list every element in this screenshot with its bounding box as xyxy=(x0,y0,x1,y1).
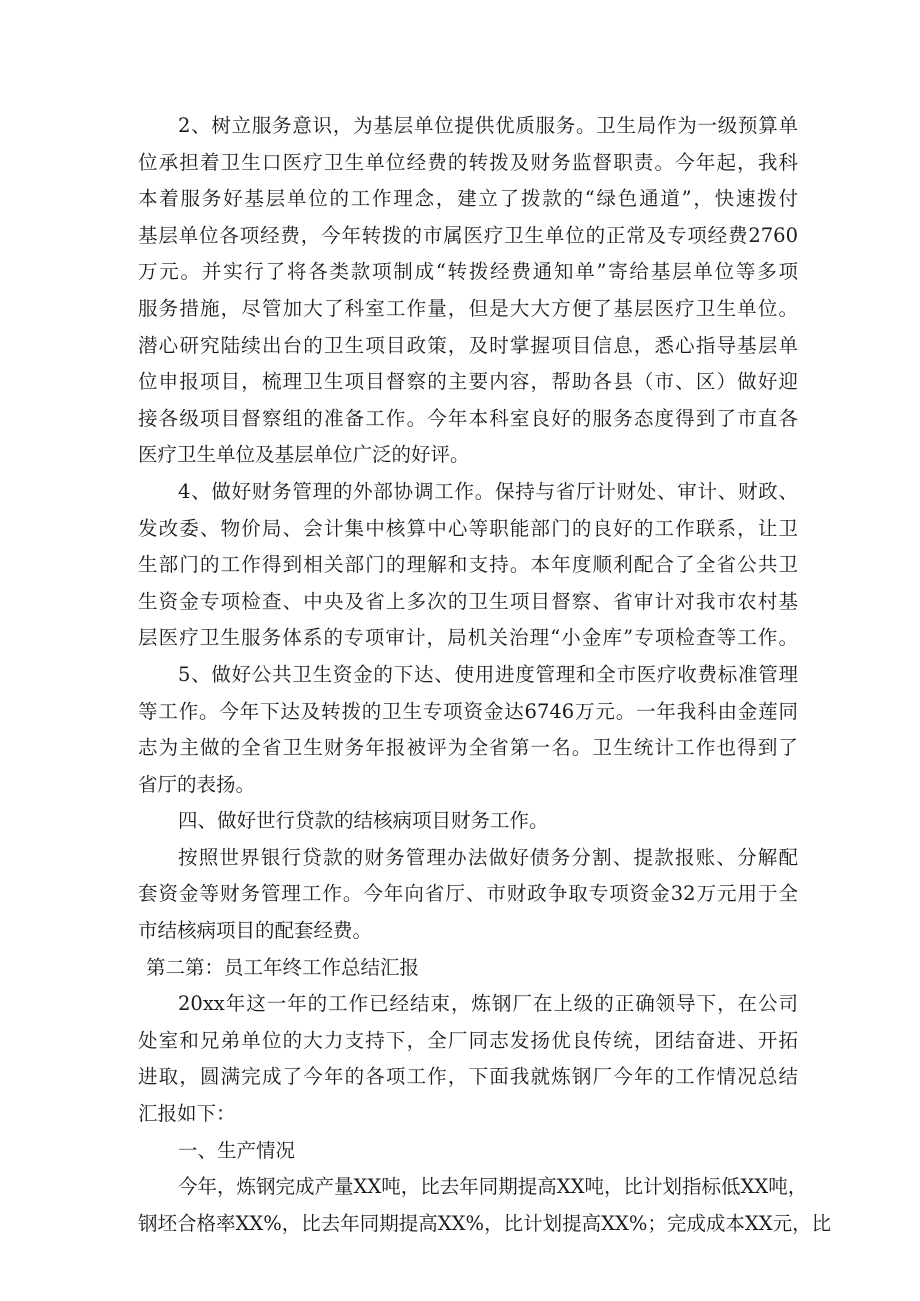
text-line: 位申报项目，梳理卫生项目督察的主要内容，帮助各县（市、区）做好迎 xyxy=(138,370,798,394)
text-line: 2、树立服务意识，为基层单位提供优质服务。卫生局作为一级预算单 xyxy=(178,114,798,137)
text-line: 发改委、物价局、会计集中核算中心等职能部门的良好的工作联系，让卫 xyxy=(138,516,798,540)
text-line: 生部门的工作得到相关部门的理解和支持。本年度顺利配合了全省公共卫 xyxy=(138,553,798,577)
text-line: 今年，炼钢完成产量XX吨，比去年同期提高XX吨，比计划指标低XX吨， xyxy=(178,1175,808,1199)
text-line: 等工作。今年下达及转拨的卫生专项资金达6746万元。一年我科由金莲同 xyxy=(138,699,798,723)
text-line: 按照世界银行贷款的财务管理办法做好债务分割、提款报账、分解配 xyxy=(178,845,798,869)
text-line: 四、做好世行贷款的结核病项目财务工作。 xyxy=(178,809,549,833)
text-line: 志为主做的全省卫生财务年报被评为全省第一名。卫生统计工作也得到了 xyxy=(138,736,798,760)
text-line: 服务措施，尽管加大了科室工作量，但是大大方便了基层医疗卫生单位。 xyxy=(138,296,798,320)
text-line: 生资金专项检查、中央及省上多次的卫生项目督察、省审计对我市农村基 xyxy=(138,589,798,613)
text-line: 钢坯合格率XX%，比去年同期提高XX%，比计划提高XX%；完成成本XX元，比 xyxy=(138,1211,832,1235)
text-line: 市结核病项目的配套经费。 xyxy=(138,919,373,943)
text-line: 本着服务好基层单位的工作理念，建立了拨款的“绿色通道”，快速拨付 xyxy=(138,187,798,211)
text-line: 处室和兄弟单位的大力支持下，全厂同志发扬优良传统，团结奋进、开拓 xyxy=(138,1028,798,1052)
section-heading: 第二第：员工年终工作总结汇报 xyxy=(146,955,420,979)
text-line: 潜心研究陆续出台的卫生项目政策，及时掌握项目信息，悉心指导基层单 xyxy=(138,333,798,357)
text-line: 位承担着卫生口医疗卫生单位经费的转拨及财务监督职责。今年起，我科 xyxy=(138,150,798,174)
text-line: 套资金等财务管理工作。今年向省厅、市财政争取专项资金32万元用于全 xyxy=(138,882,798,906)
text-line: 5、做好公共卫生资金的下达、使用进度管理和全市医疗收费标准管理 xyxy=(178,662,798,686)
text-line: 汇报如下： xyxy=(138,1102,236,1126)
text-line: 基层单位各项经费，今年转拨的市属医疗卫生单位的正常及专项经费2760 xyxy=(138,223,798,247)
text-line: 接各级项目督察组的准备工作。今年本科室良好的服务态度得到了市直各 xyxy=(138,406,798,430)
text-line: 20xx年这一年的工作已经结束，炼钢厂在上级的正确领导下，在公司 xyxy=(178,992,798,1016)
text-line: 4、做好财务管理的外部协调工作。保持与省厅计财处、审计、财政、 xyxy=(178,479,798,503)
text-line: 进取，圆满完成了今年的各项工作，下面我就炼钢厂今年的工作情况总结 xyxy=(138,1065,798,1089)
text-line: 医疗卫生单位及基层单位广泛的好评。 xyxy=(138,443,470,467)
text-line: 万元。并实行了将各类款项制成“转拨经费通知单”寄给基层单位等多项 xyxy=(138,260,798,284)
document-body xyxy=(138,108,832,1242)
text-line: 一、生产情况 xyxy=(178,1138,296,1162)
text-line: 层医疗卫生服务体系的专项审计，局机关治理“小金库”专项检查等工作。 xyxy=(138,626,798,650)
text-line: 省厅的表扬。 xyxy=(138,772,256,796)
